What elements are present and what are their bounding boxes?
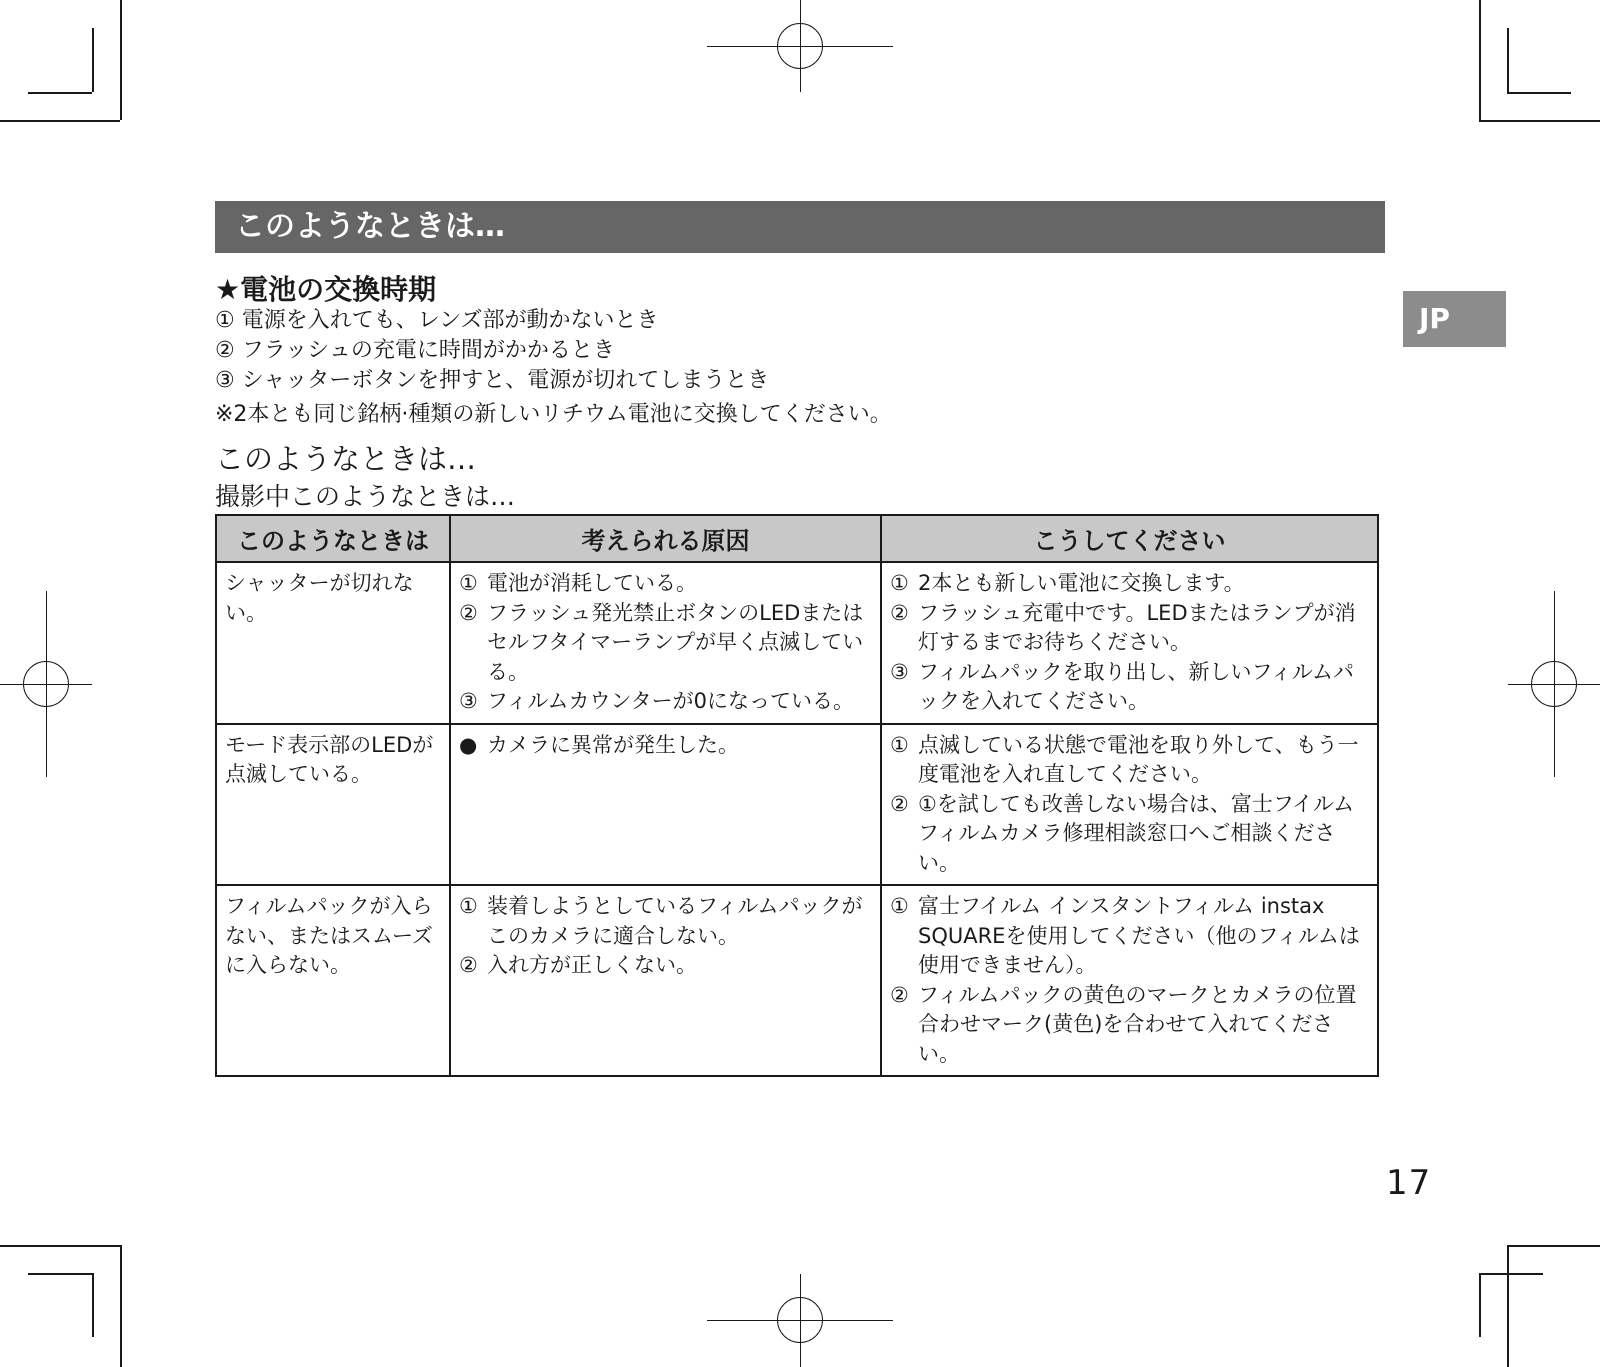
bullet-icon: ●: [459, 732, 478, 757]
item-marker: ②: [459, 953, 478, 977]
list-item: ① 電源を入れても、レンズ部が動かないとき: [215, 308, 659, 333]
item-text: 2本とも新しい電池に交換します。: [918, 571, 1245, 595]
list-item: ② フラッシュの充電に時間がかかるとき: [215, 338, 615, 363]
item-marker: ①: [890, 732, 909, 757]
item-text: フラッシュ充電中です。LEDまたはランプが消灯するまでお待ちください。: [918, 600, 1356, 654]
list-item: [459, 951, 872, 981]
item-marker: ②: [890, 982, 909, 1007]
condition-cell: フィルムパックが入らない、またはスムーズに入らない。: [216, 885, 450, 1076]
list-item: [890, 599, 1369, 658]
condition-cell: モード表示部のLEDが点滅している。: [216, 724, 450, 886]
remedy-cell: [881, 885, 1378, 1076]
item-text: 点滅している状態で電池を取り外して、もう一度電池を入れ直してください。: [918, 732, 1359, 786]
table-row: [216, 724, 1378, 886]
troubleshooting-table: [215, 514, 1379, 1077]
item-marker: ③: [890, 659, 909, 684]
language-tab: JP: [1403, 291, 1506, 347]
list-item: [459, 687, 872, 717]
header-condition: このようなときは: [216, 515, 450, 562]
item-marker: ①: [459, 571, 478, 595]
item-text: フラッシュ発光禁止ボタンのLEDまたはセルフタイマーランプが早く点滅している。: [487, 600, 864, 684]
battery-note: ※2本とも同じ銘柄·種類の新しいリチウム電池に交換してください。: [215, 402, 892, 427]
table-header-row: [216, 515, 1378, 562]
list-item: [459, 599, 872, 688]
cause-cell: [450, 724, 881, 886]
list-item: ③ シャッターボタンを押すと、電源が切れてしまうとき: [215, 368, 770, 393]
item-marker: ②: [459, 600, 478, 625]
section-title-bar: このようなときは…: [215, 201, 1385, 253]
page-number: 17: [1386, 1163, 1432, 1203]
header-cause: 考えられる原因: [450, 515, 881, 562]
sub-heading: このようなときは…: [215, 442, 477, 476]
list-item: [459, 731, 872, 761]
list-item: [890, 892, 1369, 981]
cause-cell: [450, 885, 881, 1076]
list-item: [459, 892, 872, 951]
table-row: [216, 562, 1378, 724]
item-marker: ①: [890, 894, 909, 918]
header-remedy: こうしてください: [881, 515, 1378, 562]
item-text: 富士フイルム インスタントフィルム instax SQUAREを使用してください（他のフィルムは使用できません）。: [918, 894, 1360, 977]
item-text: 入れ方が正しくない。: [487, 953, 697, 977]
remedy-cell: [881, 562, 1378, 724]
condition-cell: シャッターが切れない。: [216, 562, 450, 724]
item-text: 電池が消耗している。: [487, 571, 697, 595]
list-item: [890, 790, 1369, 879]
item-text: フィルムカウンターが0になっている。: [487, 689, 854, 713]
cause-cell: [450, 562, 881, 724]
item-text: カメラに異常が発生した。: [487, 732, 739, 757]
item-text: フィルムパックの黄色のマークとカメラの位置合わせマーク(黄色)を合わせて入れてください。: [918, 982, 1357, 1066]
item-marker: ①: [890, 571, 909, 595]
list-item: [890, 658, 1369, 717]
table-row: [216, 885, 1378, 1076]
battery-replacement-title: ★電池の交換時期: [215, 273, 437, 306]
list-item: [890, 981, 1369, 1070]
item-text: ①を試しても改善しない場合は、富士フイルムフィルムカメラ修理相談窓口へご相談ください。: [918, 791, 1355, 875]
list-item: [890, 731, 1369, 790]
item-marker: ①: [459, 894, 478, 918]
battery-replacement-list: [215, 306, 769, 396]
item-text: 装着しようとしているフィルムパックがこのカメラに適合しない。: [487, 894, 863, 948]
item-text: フィルムパックを取り出し、新しいフィルムパックを入れてください。: [918, 659, 1354, 713]
item-marker: ②: [890, 600, 909, 625]
item-marker: ②: [890, 791, 909, 816]
table-caption: 撮影中このようなときは…: [215, 482, 516, 511]
list-item: [890, 569, 1369, 599]
list-item: [459, 569, 872, 599]
item-marker: ③: [459, 689, 478, 713]
remedy-cell: [881, 724, 1378, 886]
